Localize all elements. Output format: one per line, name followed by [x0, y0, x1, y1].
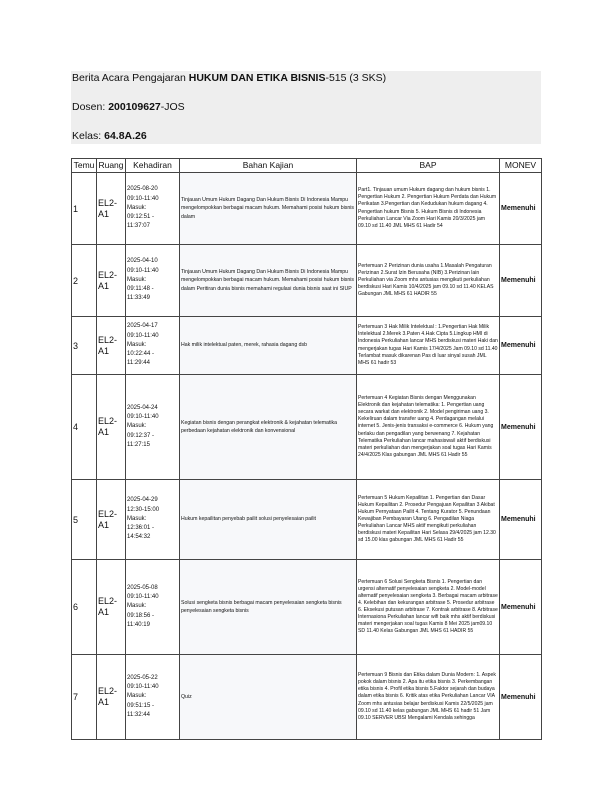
study-material-cell: Kegiatan bisnis dengan perangkat elektronik & kejahatan telematika perbedaan kejahatan elektronik dan konvensional [180, 375, 357, 480]
attendance-line: 12:36:01 - [127, 525, 155, 532]
attendance-line: 2025-04-24 [127, 404, 158, 411]
table-row [72, 655, 542, 740]
attendance-line: 09:10-11:40 [127, 594, 159, 601]
attendance-line: 2025-04-17 [127, 323, 158, 330]
attendance-line: 09:12:37 - [127, 432, 155, 439]
attendance-line: 11:37:07 [127, 223, 150, 230]
monev-status: Memenuhi [500, 317, 542, 375]
table-row [72, 317, 542, 375]
meeting-number: 4 [72, 375, 97, 480]
course-code: -515 (3 SKS) [325, 72, 387, 84]
table-row [72, 480, 542, 560]
attendance-line: 09:18:56 - [127, 612, 155, 619]
class-line [72, 130, 147, 142]
attendance-line: 14:54:32 [127, 534, 151, 541]
attendance-line: 09:10-11:40 [127, 414, 159, 421]
teaching-record-table [71, 158, 542, 740]
attendance-cell [126, 173, 180, 245]
meeting-number: 3 [72, 317, 97, 375]
room-cell: EL2-A1 [97, 560, 126, 655]
bap-cell: Pertemuan 6 Solusi Sengketa Bisnis 1. Pengertian dan urgensi alternatif penyelesaian sengketa 2. Model-model alternatif penyelesaian sengketa 3. Berbagai macam arbitrase 4. Kelebihan dan kekurangan arbitrase 5. Prosedur arbitrase 6. Eksekusi putusan arbitrase 7. Kontrak arbitrase 8. Arbitrase Internasiona Perkuliahan lancar wifi baik mhs aktif berdiskusi materi mengerjakan soal tugas Kamis 8 Mei 2025 jam09.10 SD 11.40 Kelas Gabungan JML MHS 61 HADIR 55 [357, 560, 500, 655]
attendance-cell [126, 560, 180, 655]
course-name: HUKUM DAN ETIKA BISNIS [188, 72, 326, 84]
room-cell: EL2-A1 [97, 317, 126, 375]
meeting-number: 5 [72, 480, 97, 560]
study-material-cell: Hukum kepailitan penyebab pailit solusi penyelesaian pailit [180, 480, 357, 560]
monev-status: Memenuhi [500, 245, 542, 317]
header-monev: MONEV [500, 159, 542, 173]
meeting-number: 6 [72, 560, 97, 655]
lecturer-code: -JOS [160, 101, 185, 113]
header-bap: BAP [357, 159, 500, 173]
bap-cell: Part1. Tinjauan umum Hukum dagang dan hukum bisnis 1. Pengertian Hukum 2. Pengertian Hukum Perdata dan Hukum Perikatan 3.Pengertian dan Kedudukan hukum dagang 4. Pengertian hukum Bisnis 5. Hukum Bisnis di Indonesia Perkuliahan Lancar Via Zoom Hari Kamis 20/3/2025 jam 09.10 sd 11.40 JML MHS 61 Hadir 54 [357, 173, 500, 245]
table-header-row [72, 159, 542, 173]
class-value: 64.8A.26 [104, 130, 147, 142]
attendance-line: Masuk: [127, 515, 147, 522]
room-cell: EL2-A1 [97, 245, 126, 317]
bap-cell: Pertemuan 5 Hukum Kepailitan 1. Pengertian dan Dasar Hukum Kepailitan 2. Prosedur Pengajuan Kepailitan 3 Akibat Hukum Pernyataan Pailit 4. Tentang Kurator 5. Penundaan Kewajiban Pembayaran Utang 6. Pengadilan Niaga Perkuliahan Lancar MHS aktif mengikuti perkuliahan berdiskusi materi Kepailitan Hari Selasa 29/4/2025 jam 12.30 sd 15.00 klas gabungan JML MHS 61 Hadir 55 [357, 480, 500, 560]
attendance-line: 09:51:15 - [127, 702, 155, 709]
room-cell: EL2-A1 [97, 173, 126, 245]
attendance-line: 11:29:44 [127, 360, 150, 367]
attendance-line: Masuk: [127, 276, 147, 283]
attendance-line: Masuk: [127, 341, 147, 348]
attendance-line: 10:22:44 - [127, 351, 155, 358]
attendance-line: 11:40:19 [127, 621, 150, 628]
attendance-line: 11:32:44 [127, 711, 150, 718]
meeting-number: 7 [72, 655, 97, 740]
study-material-cell: Quiz [180, 655, 357, 740]
table-row [72, 560, 542, 655]
table-row [72, 375, 542, 480]
attendance-line: 2025-05-08 [127, 584, 158, 591]
header-bahan-kajian: Bahan Kajian [180, 159, 357, 173]
room-cell: EL2-A1 [97, 375, 126, 480]
bap-cell: Pertemuan 9 Bisnis dan Etika dalam Dunia Modern: 1. Aspek pokok dalam bisnis 2. Apa itu etika bisnis 3. Perkembangan etika bisnis 4. Profil etika bisnis 5.Faktor sejarah dan budaya dalam etika bisnis 6. Kritik atas etika Perkuliahan Lancar VIA Zoom mhs antusias belajar berdiskusi Kamis 22/5/2025 jam 09.10 sd 11.40 kelas gabungan JML MHS 61 hadir 51 Jam 09.10 SERVER UBSI Mengalami Kendala sehingga [357, 655, 500, 740]
attendance-line: Masuk: [127, 693, 147, 700]
attendance-line: Masuk: [127, 603, 147, 610]
attendance-line: Masuk: [127, 423, 147, 430]
study-material-cell: Tinjauan Umum Hukum Dagang Dan Hukum Bisnis Di Indonesia Mampu mengelompokkan berbagai macam hukum. Memahami posisi hukum bisnis dalam Peritiran dunia bisnis memahami regulasi dunia bisnis saat ini SIUP [180, 245, 357, 317]
attendance-line: 11:27:15 [127, 441, 150, 448]
attendance-line: 12:30-15:00 [127, 506, 160, 513]
bap-cell: Pertemuan 2 Perizinan dunia usaha 1.Masalah Pengaturan Perizinan 2.Surat Izin Berusaha (NIB) 3.Perizinan lain Perkuliahan via Zoom mhs antusias mengikuti perkuliahan berdiskusi Hari Kamis 10/4/2025 jam 09.10 sd 11.40 KELAS Gabungan JML MHS 61 HADIR 55 [357, 245, 500, 317]
document-title [72, 72, 386, 84]
attendance-line: 11:33:49 [127, 295, 150, 302]
meeting-number: 2 [72, 245, 97, 317]
attendance-line: 2025-04-10 [127, 258, 158, 265]
class-label: Kelas: [72, 130, 105, 142]
monev-status: Memenuhi [500, 480, 542, 560]
bap-cell: Pertemuan 4 Kegiatan Bisnis dengan Menggunakan Elektronik dan kejahatan telematika: 1. Pengertian uang secara warkat dan elektronik 2. Model pengiriman uang 3. Kekeliruan dalam transfer uang 4. Perdagangan melalui internet 5. Jenis-jenis transaksi e-commerce 6. Hukum yang berlaku dan pengadilan yang berwenang 7. Kejahatan Telematika Perkuliahan lancar mahasiswa/i aktif berdiskusi materi perkuliahan dan mengerjakan soal tugas Hari Kamis 24/4/2025 Klas gabungan JML MHS 61 Hadir 55 [357, 375, 500, 480]
lecturer-id: 200109627 [108, 101, 161, 113]
attendance-line: 09:11:48 - [127, 286, 154, 293]
attendance-line: 09:10-11:40 [127, 684, 159, 691]
lecturer-label: Dosen: [72, 101, 109, 113]
header-temu: Temu [72, 159, 97, 173]
room-cell: EL2-A1 [97, 655, 126, 740]
monev-status: Memenuhi [500, 173, 542, 245]
study-material-cell: Solusi sengketa bisnis berbagai macam penyelesaian sengketa bisnis penyelesaian sengketa bisnis [180, 560, 357, 655]
attendance-line: Masuk: [127, 204, 147, 211]
attendance-cell [126, 480, 180, 560]
attendance-cell [126, 655, 180, 740]
lecturer-line [72, 101, 185, 113]
attendance-line: 2025-04-29 [127, 497, 158, 504]
header-kehadiran: Kehadiran [126, 159, 180, 173]
room-cell: EL2-A1 [97, 480, 126, 560]
attendance-line: 09:12:51 - [127, 214, 155, 221]
study-material-cell: Tinjauan Umum Hukum Dagang Dan Hukum Bisnis Di Indonesia Mampu mengelompokkan berbagai macam hukum. Memahami posisi hukum bisnis dalam [180, 173, 357, 245]
attendance-line: 2025-08-20 [127, 186, 158, 193]
table-row [72, 245, 542, 317]
table-row [72, 173, 542, 245]
monev-status: Memenuhi [500, 375, 542, 480]
study-material-cell: Hak milik intelektual paten, merek, rahasia dagang dsb [180, 317, 357, 375]
attendance-line: 09:10-11:40 [127, 332, 159, 339]
meeting-number: 1 [72, 173, 97, 245]
monev-status: Memenuhi [500, 655, 542, 740]
attendance-cell [126, 245, 180, 317]
attendance-line: 2025-05-22 [127, 674, 158, 681]
header-ruang: Ruang [97, 159, 126, 173]
title-prefix: Berita Acara Pengajaran [72, 72, 189, 84]
bap-cell: Pertemuan 3 Hak Milik Intelektual : 1.Pengertian Hak Milik Intelektual 2.Merek 3.Paten 4.Hak Cipta 5.Lingkup HMI di Indonesia Perkuliahan lancar MHS berdiskusi materi Haki dan mengerjakan tugas Hari Kamis 17/4/2025 Jam 09.10 sd 11.40 Terlambat masuk dikarenan Pas di luar sinyal susah JML MHS 61 hadir 53 [357, 317, 500, 375]
attendance-cell [126, 317, 180, 375]
attendance-line: 09:10-11:40 [127, 267, 159, 274]
attendance-cell [126, 375, 180, 480]
attendance-line: 09:10-11:40 [127, 195, 159, 202]
monev-status: Memenuhi [500, 560, 542, 655]
